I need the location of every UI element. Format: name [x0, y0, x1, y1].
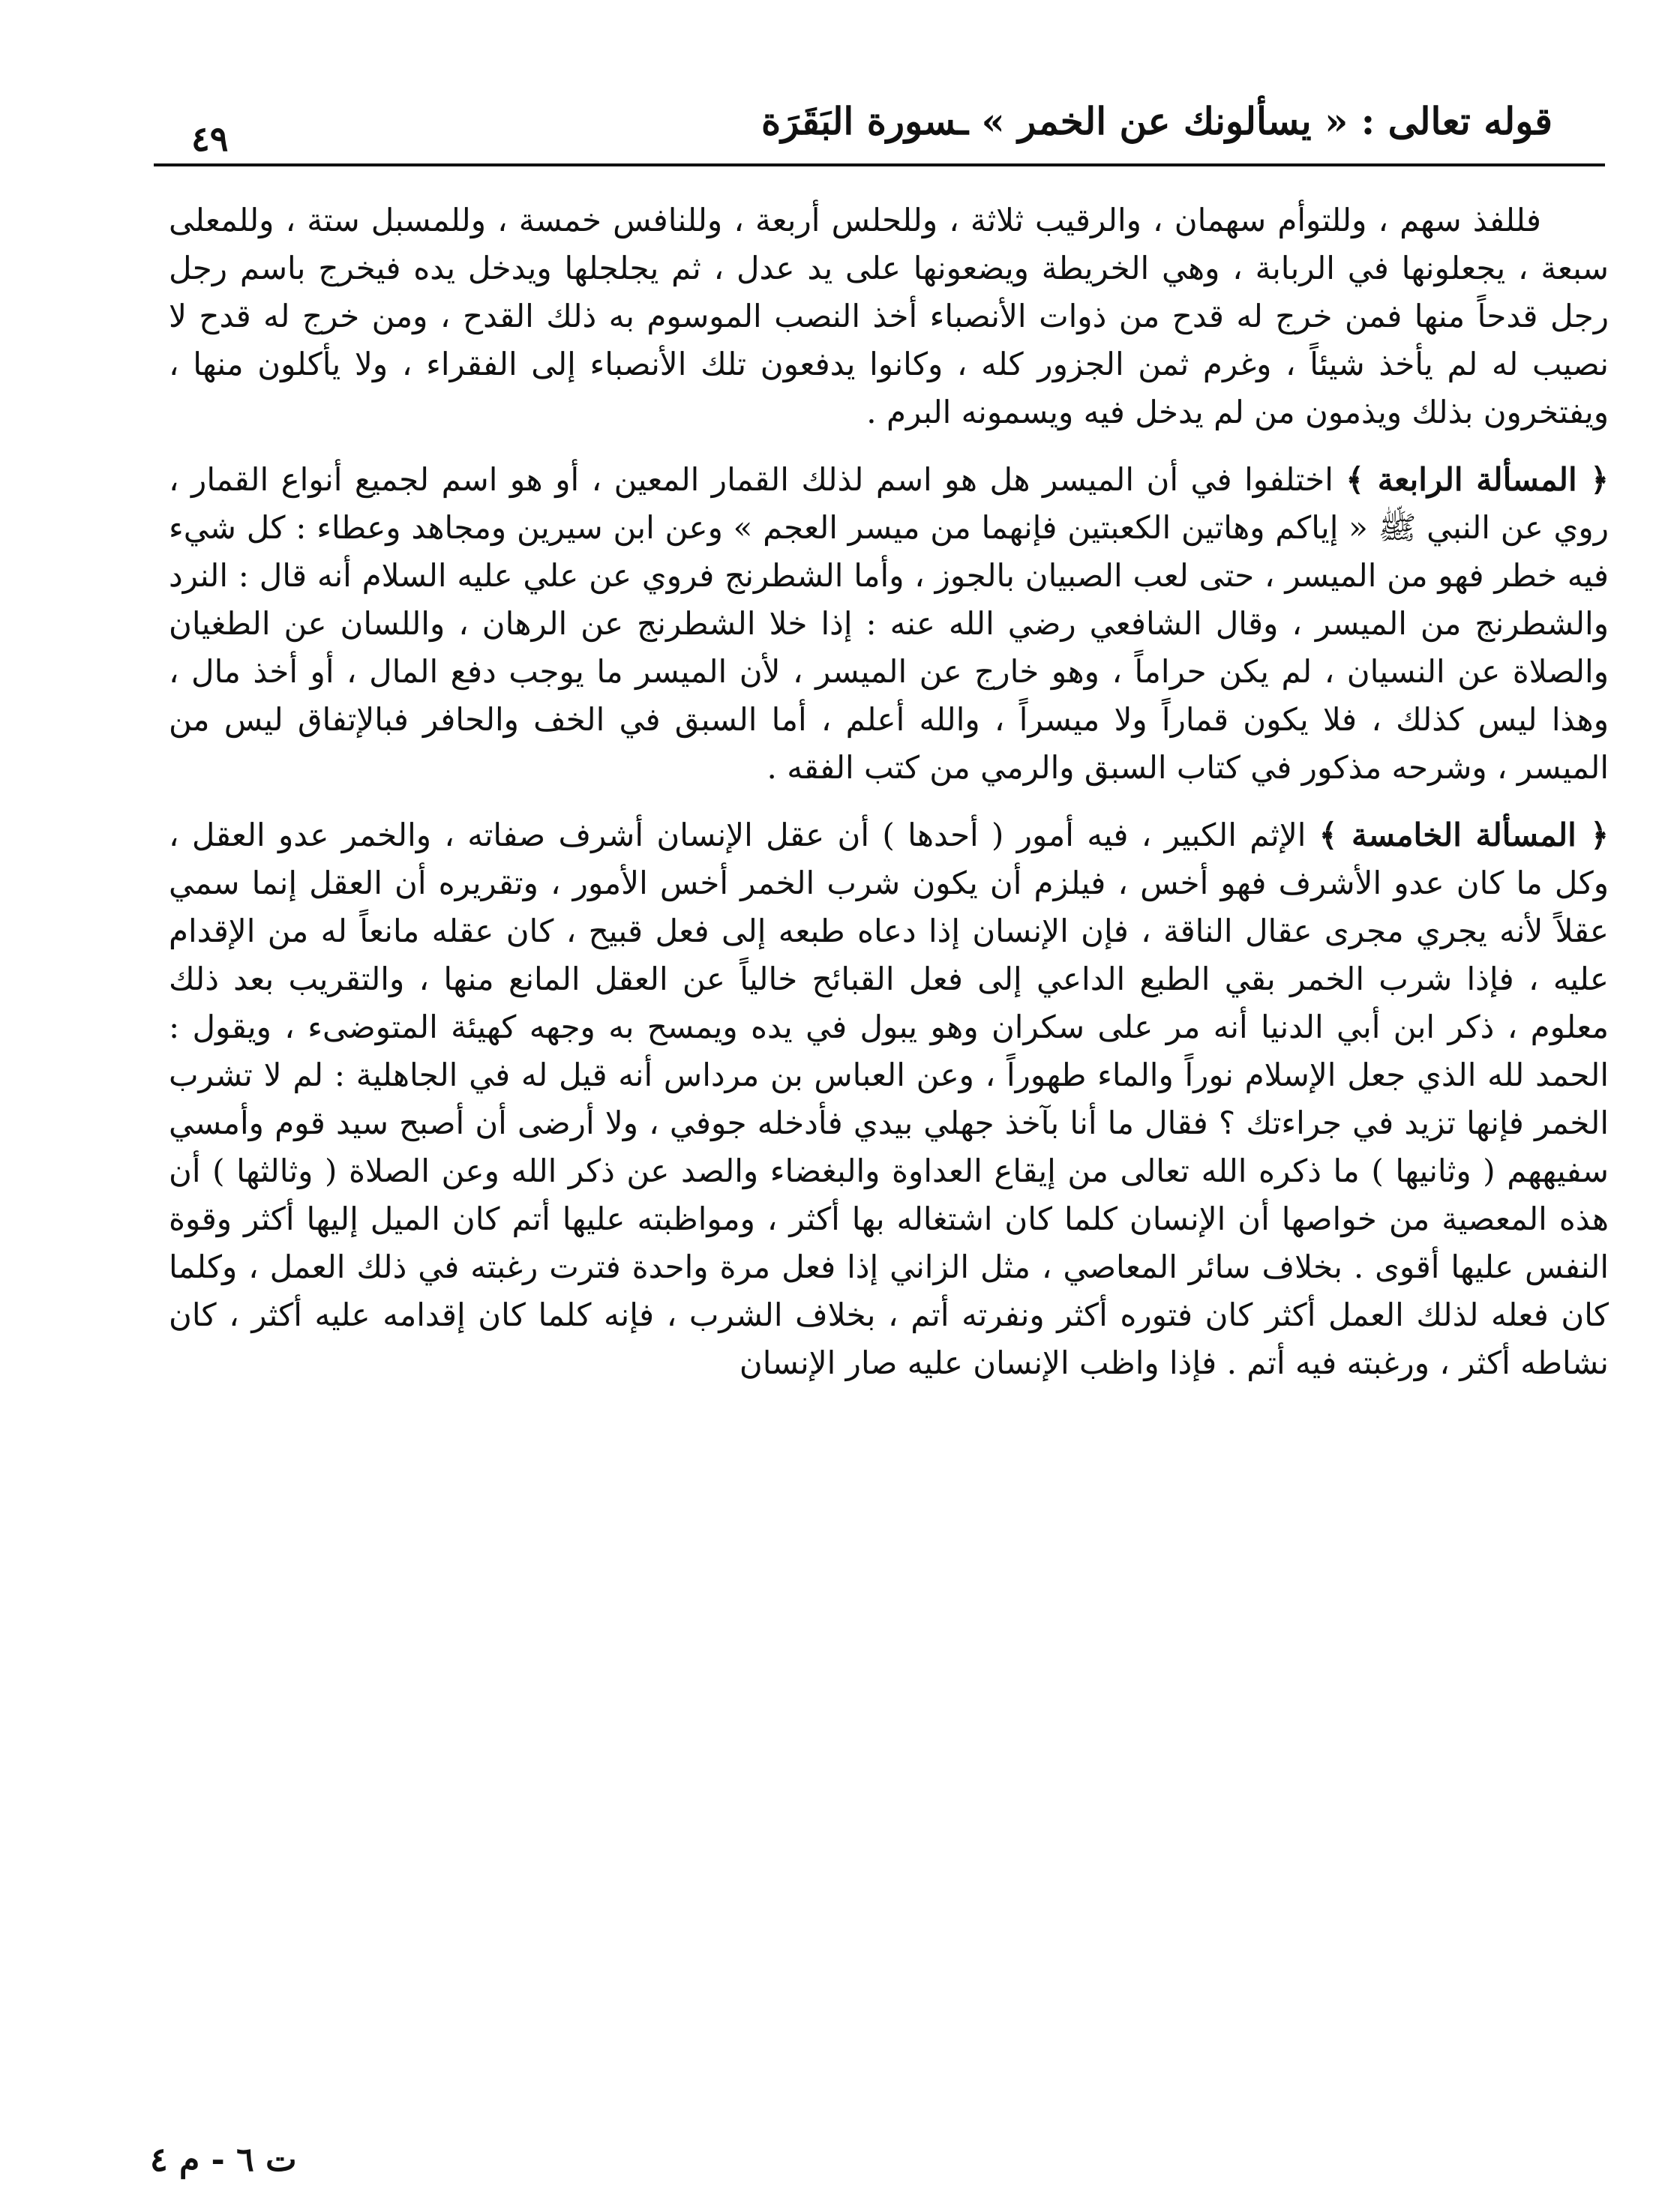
page-header: [154, 96, 1605, 163]
body-text: [169, 196, 1609, 1387]
paragraph-2-text: اختلفوا في أن الميسر هل هو اسم لذلك القمار المعين ، أو هو اسم لجميع أنواع القمار ، روي عن النبي ﷺ « إياكم وهاتين الكعبتين فإنهما من ميسر العجم » وعن ابن سيرين ومجاهد وعطاء : كل شيء فيه خطر فهو من الميسر ، حتى لعب الصبيان بالجوز ، وأما الشطرنج فروي عن علي عليه السلام أنه قال : النرد والشطرنج من الميسر ، وقال الشافعي رضي الله عنه : إذا خلا الشطرنج عن الرهان ، واللسان عن الطغيان والصلاة عن النسيان ، لم يكن حراماً ، وهو خارج عن الميسر ، لأن الميسر ما يوجب دفع المال ، أو أخذ مال ، وهذا ليس كذلك ، فلا يكون قماراً ولا ميسراً ، والله أعلم ، أما السبق في الخف والحافر فبالإتفاق ليس من الميسر ، وشرحه مذكور في كتاب السبق والرمي من كتب الفقه .: [169, 461, 1609, 786]
section-heading-fourth: ﴿ المسألة الرابعة ﴾: [1346, 461, 1609, 498]
page-number: ٤٩: [191, 118, 229, 159]
paragraph-3-text: الإثم الكبير ، فيه أمور ( أحدها ) أن عقل الإنسان أشرف صفاته ، والخمر عدو العقل ، وكل ما كان عدو الأشرف فهو أخس ، فيلزم أن يكون شرب الخمر أخس الأمور ، وتقريره أن العقل إنما سمي عقلاً لأنه يجري مجرى عقال الناقة ، فإن الإنسان إذا دعاه طبعه إلى فعل قبيح ، كان عقله مانعاً له من الإقدام عليه ، فإذا شرب الخمر بقي الطبع الداعي إلى فعل القبائح خالياً عن العقل المانع منها ، والتقريب بعد ذلك معلوم ، ذكر ابن أبي الدنيا أنه مر على سكران وهو يبول في يده ويمسح به وجهه كهيئة المتوضىء ، ويقول : الحمد لله الذي جعل الإسلام نوراً والماء طهوراً ، وعن العباس بن مرداس أنه قيل له في الجاهلية : لم لا تشرب الخمر فإنها تزيد في جراءتك ؟ فقال ما أنا بآخذ جهلي بيدي فأدخله جوفي ، ولا أرضى أن أصبح سيد قوم وأمسي سفيههم ( وثانيها ) ما ذكره الله تعالى من إيقاع العداوة والبغضاء والصد عن ذكر الله وعن الصلاة ( وثالثها ) أن هذه المعصية من خواصها أن الإنسان كلما كان اشتغاله بها أكثر ، ومواظبته عليها أتم كان الميل إليها أكثر وقوة النفس عليها أقوى . بخلاف سائر المعاصي ، مثل الزاني إذا فعل مرة واحدة فترت رغبته في ذلك العمل ، وكلما كان فعله لذلك العمل أكثر كان فتوره أكثر ونفرته أتم ، بخلاف الشرب ، فإنه كلما كان إقدامه عليه أكثر ، كان نشاطه أكثر ، ورغبته فيه أتم . فإذا واظب الإنسان عليه صار الإنسان: [169, 817, 1610, 1381]
running-title: قوله تعالى : « يسألونك عن الخمر » ـسورة البَقَرَة: [761, 99, 1552, 143]
paragraph-2: [169, 456, 1609, 792]
paragraph-3: [169, 811, 1609, 1387]
section-heading-fifth: ﴿ المسألة الخامسة ﴾: [1318, 817, 1609, 853]
header-rule: [154, 163, 1605, 166]
paragraph-1: [169, 196, 1609, 436]
paragraph-1-text: فللفذ سهم ، وللتوأم سهمان ، والرقيب ثلاثة ، وللحلس أربعة ، وللنافس خمسة ، وللمسبل ستة ، وللمعلى سبعة ، يجعلونها في الربابة ، وهي الخريطة ويضعونها على يد عدل ، ثم يجلجلها ويدخل يده فيخرج باسم رجل رجل قدحاً منها فمن خرج له قدح من ذوات الأنصباء أخذ النصب الموسوم به ذلك القدح ، ومن خرج له قدح لا نصيب له لم يأخذ شيئاً ، وغرم ثمن الجزور كله ، وكانوا يدفعون تلك الأنصباء إلى الفقراء ، ولا يأكلون منها ، ويفتخرون بذلك ويذمون من لم يدخل فيه ويسمونه البرم .: [169, 202, 1609, 430]
signature-mark: ت ٦ - م ٤: [150, 2141, 297, 2179]
